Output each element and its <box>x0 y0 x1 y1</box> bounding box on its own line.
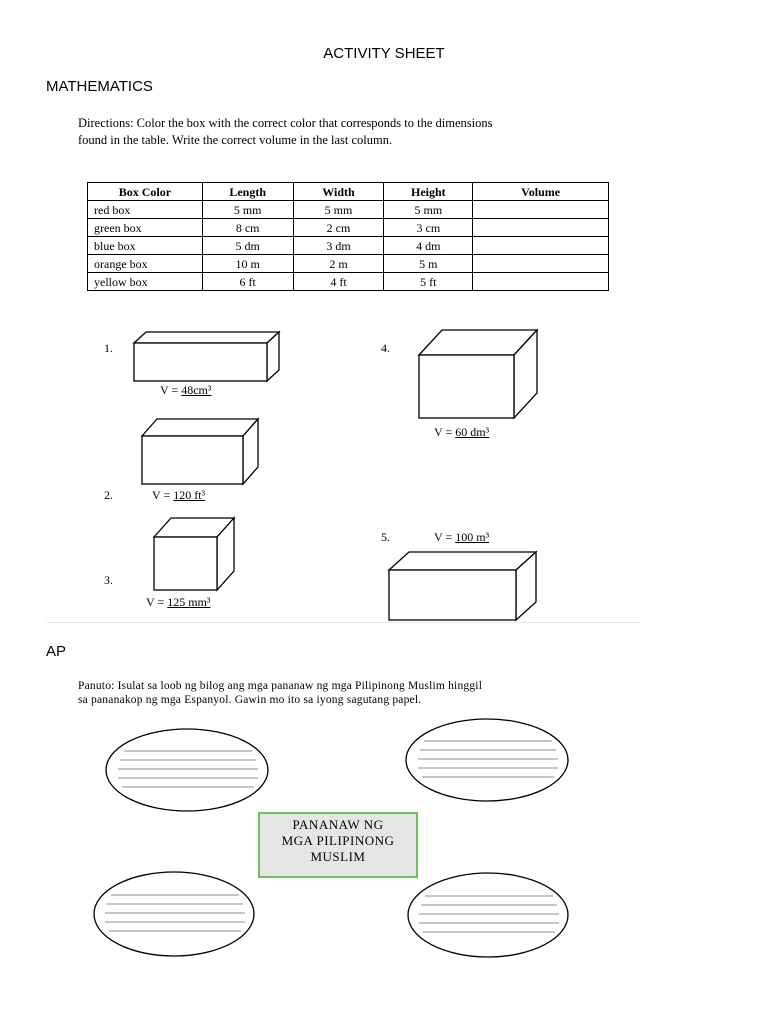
table-cell: red box <box>88 201 203 219</box>
box-3-number: 3. <box>104 573 113 587</box>
table-cell: 4 ft <box>293 273 384 291</box>
table-cell: green box <box>88 219 203 237</box>
table-cell: 5 m <box>384 255 473 273</box>
table-cell: 5 ft <box>384 273 473 291</box>
center-box-line-1: PANANAW NG <box>292 817 384 832</box>
table-cell: 10 m <box>202 255 293 273</box>
volume-value: 60 dm³ <box>455 425 490 439</box>
table-cell: 5 mm <box>202 201 293 219</box>
math-directions-line-2: found in the table. Write the correct volume in the last column. <box>78 133 393 147</box>
volume-value: 120 ft³ <box>173 488 206 502</box>
table-cell: 5 mm <box>293 201 384 219</box>
answer-oval-top-left[interactable] <box>106 729 268 811</box>
box-5-number: 5. <box>381 530 390 544</box>
answer-oval-top-right[interactable] <box>406 719 568 801</box>
table-header: Height <box>384 183 473 201</box>
volume-prefix: V = <box>146 595 168 609</box>
center-box-line-3: MUSLIM <box>310 849 366 864</box>
math-directions-line-1: Directions: Color the box with the correct color that corresponds to the dimensions <box>78 116 493 130</box>
table-cell: 5 dm <box>202 237 293 255</box>
table-header: Length <box>202 183 293 201</box>
page-title: ACTIVITY SHEET <box>323 45 445 62</box>
volume-value: 125 mm³ <box>167 595 211 609</box>
ap-heading: AP <box>46 643 67 660</box>
ap-panuto-line-2: sa pananakop ng mga Espanyol. Gawin mo ito sa iyong sagutang papel. <box>78 694 422 706</box>
math-heading: MATHEMATICS <box>46 78 153 95</box>
table-header: Volume <box>473 183 609 201</box>
table-header: Width <box>293 183 384 201</box>
volume-prefix: V = <box>434 425 456 439</box>
table-cell: 6 ft <box>202 273 293 291</box>
table-cell: 5 mm <box>384 201 473 219</box>
volume-value: 48cm³ <box>181 383 212 397</box>
answer-oval-bottom-right[interactable] <box>408 873 568 957</box>
table-cell: 2 m <box>293 255 384 273</box>
table-cell: yellow box <box>88 273 203 291</box>
table-cell: 3 cm <box>384 219 473 237</box>
center-box-line-2: MGA PILIPINONG <box>281 833 395 848</box>
table-cell: blue box <box>88 237 203 255</box>
volume-prefix: V = <box>434 530 456 544</box>
volume-value: 100 m³ <box>455 530 490 544</box>
table-header: Box Color <box>88 183 203 201</box>
box-4-number: 4. <box>381 341 390 355</box>
table-cell: 3 dm <box>293 237 384 255</box>
table-cell: 4 dm <box>384 237 473 255</box>
ap-panuto-line-1: Panuto: Isulat sa loob ng bilog ang mga pananaw ng mga Pilipinong Muslim hinggil <box>78 680 483 692</box>
volume-prefix: V = <box>160 383 182 397</box>
answer-oval-bottom-left[interactable] <box>94 872 254 956</box>
pananaw-center-box <box>258 812 418 878</box>
table-cell: 8 cm <box>202 219 293 237</box>
table-cell: orange box <box>88 255 203 273</box>
box-1-number: 1. <box>104 341 113 355</box>
box-2-number: 2. <box>104 488 113 502</box>
volume-prefix: V = <box>152 488 174 502</box>
table-cell: 2 cm <box>293 219 384 237</box>
